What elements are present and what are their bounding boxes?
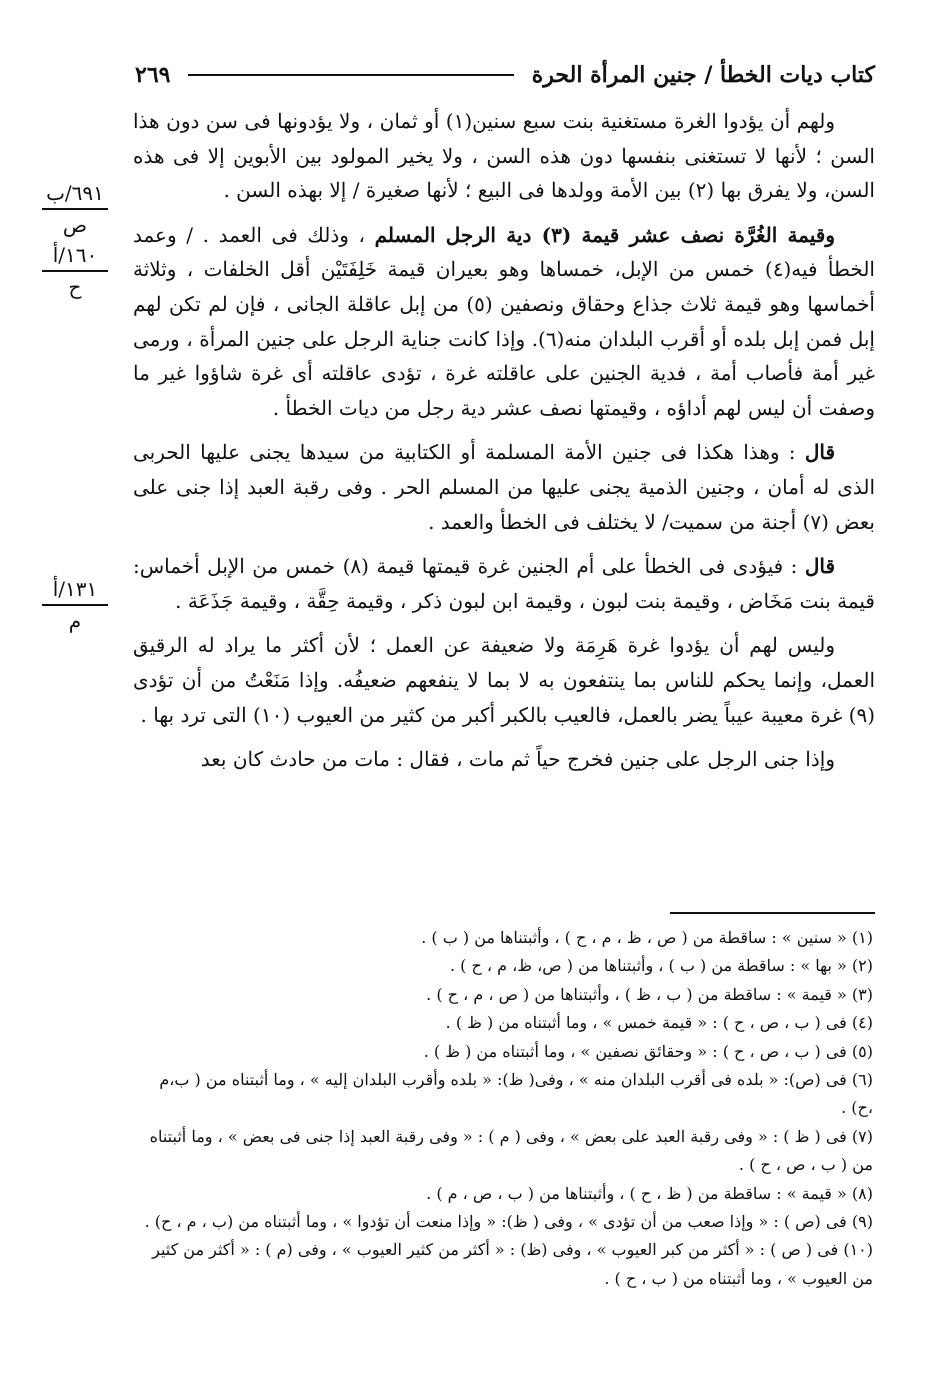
footnote: (٢) « بها » : ساقطة من ( ب ) ، وأثبتناها من ( ص، ظ، م ، ح ) .	[449, 956, 873, 976]
paragraph-6: وإذا جنى الرجل على جنين فخرج حياً ثم مات ، فقال : مات من حادث كان بعد	[200, 747, 835, 772]
margin-ref-3: ١٣١/أ	[42, 576, 108, 606]
paragraph-2-lead: وقيمة الغُرَّة نصف عشر قيمة (٣) دية الرجل المسلم	[374, 222, 836, 247]
paragraph-5: وليس لهم أن يؤدوا غرة هَرِمَة ولا ضعيفة عن العمل ؛ لأن أكثر ما يراد له الرقيق العمل، وإنما يحكم للناس بما ينتفعون به لا بما لا ينفعهم ضعيفُه. وإذا مَنَعْتُ من أن تؤدى (٩) غرة معيبة عيباً يضر بالعمل، فالعيب بالكبر أكبر من كثير من العيوب (١٠) التى ترد بها .	[133, 633, 875, 727]
footnote: (٣) « قيمة » : ساقطة من ( ب ، ظ ) ، وأثبتناها من ( ص ، م ، ح ) .	[426, 984, 873, 1004]
margin-sub-1: ص	[62, 213, 88, 237]
margin-note-2	[42, 242, 108, 300]
paragraph-1: ولهم أن يؤدوا الغرة مستغنية بنت سبع سنين(١) أو ثمان ، ولا يؤدونها فى سن دون هذا السن ؛ لأنها لا تستغنى بنفسها دون هذه السن ، ولا يخير المولود بين الأبوين إلا فى هذه السن، ولا يفرق بها (٢) بين الأمة وولدها فى البيع ؛ لأنها صغيرة / إلا بهذه السن .	[133, 109, 875, 203]
margin-ref-2: ١٦٠/أ	[42, 242, 108, 272]
margin-note-3	[42, 576, 108, 634]
footnote-separator	[670, 912, 875, 914]
footnotes	[133, 924, 873, 1293]
footnote: (٩) فى (ص ) : « وإذا صعب من أن تؤدى » ، وفى ( ظ): « وإذا منعت أن تؤدوا » ، وما أثبتناه من (ب ، م ، ح) .	[144, 1212, 873, 1232]
margin-ref-1: ٦٩١/ب	[42, 180, 108, 210]
paragraph-3-lead: قال	[804, 440, 835, 465]
paragraph-4-text: : فيؤدى فى الخطأ على أم الجنين غرة قيمتها قيمة (٨) خمس من الإبل أخماس: قيمة بنت مَخَاض ، وقيمة بنت لبون ، وقيمة ابن لبون ذكر ، وقيمة حِقَّة ، وقيمة جَذَعَة .	[133, 554, 875, 613]
header-title: كتاب ديات الخطأ / جنين المرأة الحرة	[531, 62, 875, 88]
margin-sub-2: ح	[68, 275, 82, 299]
paragraph-4	[133, 549, 875, 618]
margin-sub-3: م	[68, 609, 82, 633]
paragraph-2	[133, 218, 875, 426]
running-header	[135, 52, 875, 98]
footnote: (٥) فى ( ب ، ص ، ح ) : « وحقائق نصفين » ، وما أثبتناه من ( ظ ) .	[423, 1041, 873, 1061]
paragraph-3-text: : وهذا هكذا فى جنين الأمة المسلمة أو الكتابية من سيدها يجنى عليها الحربى الذى له أمان ، وجنين الذمية يجنى عليها من المسلم الحر . وفى رقبة العبد إذا جنى على بعض (٧) أجنة من سميت/ لا يختلف فى الخطأ والعمد .	[133, 440, 875, 534]
main-text	[133, 104, 875, 787]
paragraph-3	[133, 435, 875, 539]
paragraph-2-text: ، وذلك فى العمد . / وعمد الخطأ فيه(٤) خمس من الإبل، خمساها وهو بعيران قيمة خَلِفَتَيْن أقل الخلفات ، وثلاثة أخماسها وهو قيمة ثلاث جذاع وحقاق ونصفين (٥) من إبل عاقلة الجانى ، فإن لم تكن لهم إبل فمن إبل بلده أو أقرب البلدان منه(٦). وإذا كانت جناية الرجل على جنين المرأة ، ورمى غير أمة فأصاب أمة ، فدية الجنين على عاقلته غرة ، تؤدى عاقلته أى غرة شاؤوا غير ما وصفت أن ليس لهم أداؤه ، وقيمتها نصف عشر دية رجل من ديات الخطأ .	[133, 222, 875, 420]
footnote: (٨) « قيمة » : ساقطة من ( ظ ، ح ) ، وأثبتناها من ( ب ، ص ، م ) .	[426, 1183, 873, 1203]
footnote: (١٠) فى ( ص ) : « أكثر من كبر العيوب » ، وفى (ظ) : « أكثر من كثير العيوب » ، وفى (م ) : « أكثر من كثير من العيوب » ، وما أثبتناه من ( ب ، ح ) .	[152, 1240, 873, 1288]
footnote: (٤) فى ( ب ، ص ، ح ) : « قيمة خمس » ، وما أثبتناه من ( ظ ) .	[445, 1013, 873, 1033]
margin-note-1	[42, 180, 108, 238]
header-rule	[188, 74, 513, 76]
paragraph-4-lead: قال	[804, 554, 836, 579]
footnote: (٧) فى ( ظ ) : « وفى رقبة العبد على بعض » ، وفى ( م ) : « وفى رقبة العبد إذا جنى فى بعض » ، وما أثبتناه من ( ب ، ص ، ح ) .	[149, 1126, 873, 1175]
footnote: (٦) فى (ص): « بلده فى أقرب البلدان منه » ، وفى( ظ): « بلده وأقرب البلدان إليه » ، وما أثبتناه من ( ب،م ،ح) .	[159, 1070, 873, 1118]
footnote: (١) « سنين » : ساقطة من ( ص ، ظ ، م ، ح ) ، وأثبتناها من ( ب ) .	[421, 928, 873, 947]
page-number: ٢٦٩	[135, 62, 171, 88]
